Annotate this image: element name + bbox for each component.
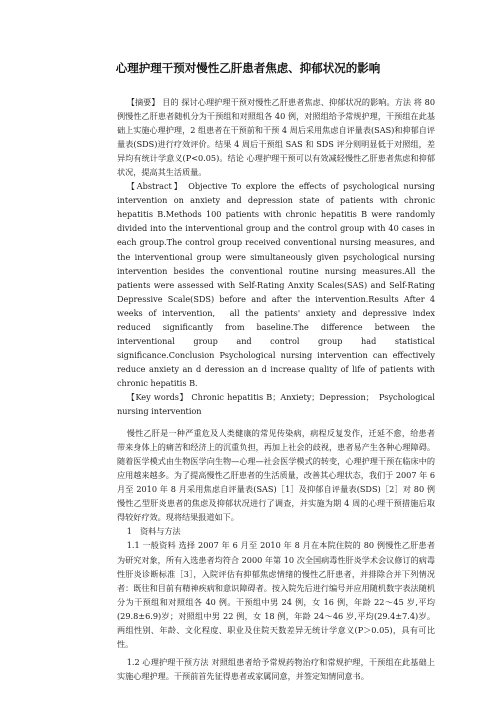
paper-title: 心理护理干预对慢性乙肝患者焦虑、抑郁状况的影响 xyxy=(115,61,381,75)
section-1-2-paragraph: 1.2 心理护理干预方法 对照组患者给予常规药物治疗和常规护理，干预组在此基础上实施心理护理。干预前首先征得患者或家属同意，并签定知情同意书。 xyxy=(117,656,435,681)
paper-body xyxy=(117,95,435,683)
spacer xyxy=(117,418,435,426)
abstract-chinese: 【摘要】 目的 探讨心理护理干预对慢性乙肝患者焦虑、抑郁状况的影响。方法 将 80 例慢性乙肝患者随机分为干预组和对照组各 40 例，对照组给予常规护理，干预组在此基础上实施心理护理，2 组患者在干预前和干预 4 周后采用焦虑自评量表(SAS)和抑郁自评量表(SDS)进行疗效评价。结果 4 周后干预组 SAS 和 SDS 评分则明显低于对照组，差异均有统计学意义(P<0.05)。结论 心理护理干预可以有效减轻慢性乙肝患者焦虑和抑郁状况，提高其生活质量。 xyxy=(117,97,435,178)
keywords: 【Key words】 Chronic hepatitis B；Anxiety；Depression； Psychological nursing intervention xyxy=(117,391,435,417)
abstract-english: 【Abstract】 Objective To explore the effects of psychological nursing intervention on anxiety and depression state of patients with chronic hepatitis B.Methods 100 patients with chronic hepatitis B were randomly divided into the interventional group and the control group with 40 cases in each group.The control group received conventional nursing measures, and the interventional group were simultaneously given psychological nursing intervention besides the conventional routine nursing measures.All the patients were assessed with Self-Rating Anxity Scales(SAS) and Self-Rating Depressive Scale(SDS) before and after the intervention.Results After 4 weeks of intervention, all the patients' anxiety and depressive index reduced significantly from baseline.The difference between the interventional group and control group had statistical significance.Conclusion Psychological nursing intervention can effectively reduce anxiety an d deression an d increase quality of life of patients with chronic hepatitis B. xyxy=(117,181,435,388)
section-heading-methods: 1 资料与方法 xyxy=(126,526,181,537)
section-1-1-paragraph: 1.1 一般资料 选择 2007 年 6 月至 2010 年 8 月在本院住院的 80 例慢性乙肝患者为研究对象，所有入选患者均符合 2000 年第 10 次全国病毒性肝炎学术会议修订的病毒性肝炎诊断标准［3］，入院评估有抑郁焦虑情绪的慢性乙肝患者，并排除合并下列情况者：既往和目前有精神疾病和意识障碍者。按入院先后进行编号并应用随机数字表法随机分为干预组和对照组各 40 例。干预组中男 24 例，女 16 例，年龄 22～45 岁,平均(29.8±6.9)岁；对照组中男 22 例，女 18 例，年龄 24～46 岁,平均(29.4±7.4)岁。两组性别、年龄、文化程度、职业及住院天数差异无统计学意义(P＞0.05)，具有可比性。 xyxy=(117,540,435,649)
intro-paragraph: 慢性乙肝是一种严重危及人类健康的常见传染病，病程反复发作，迁延不愈，给患者带来身体上的痛苦和经济上的沉重负担，再加上社会的歧视，患者易产生各种心理障碍。随着医学模式由生物医学向生物—心理—社会医学模式的转变，心理护理干预在临床中的应用越来越多。为了提高慢性乙肝患者的生活质量，改善其心理状态，我们于 2007 年 6 月至 2010 年 8 月采用焦虑自评量表(SAS)［1］及抑郁自评量表(SDS)［2］对 80 例慢性乙型肝炎患者的焦虑及抑郁状况进行了调查，并实施为期 4 周的心理干预措施后取得较好疗效。现将结果报道如下。 xyxy=(117,428,435,523)
